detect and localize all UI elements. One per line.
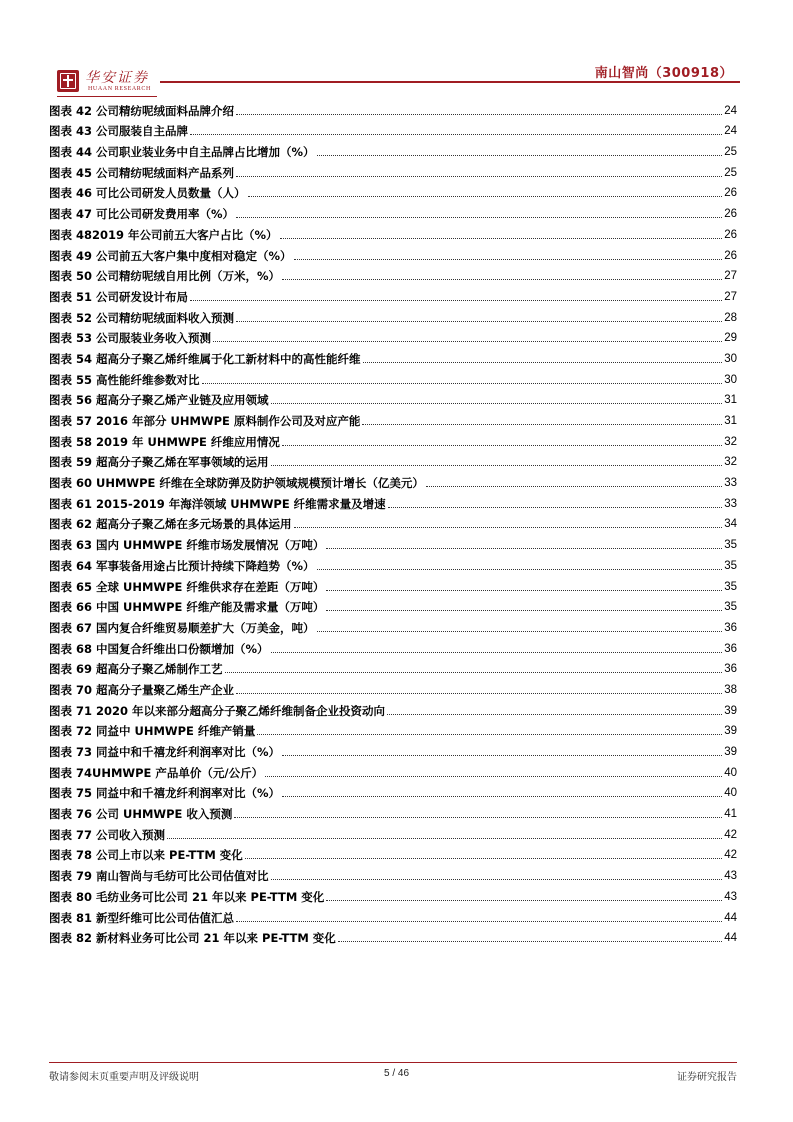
toc-entry[interactable] — [49, 304, 737, 325]
toc-entry-label[interactable]: 图表 75 同益中和千禧龙纤利润率对比（%） — [49, 786, 281, 801]
toc-leader-dots — [167, 838, 722, 839]
toc-leader-dots — [248, 196, 723, 197]
toc-entry-label[interactable]: 图表 52 公司精纺呢绒面料收入预测 — [49, 310, 235, 325]
toc-entry[interactable] — [49, 676, 737, 697]
toc-entry[interactable] — [49, 552, 737, 573]
toc-entry[interactable] — [49, 387, 737, 408]
toc-entry-label[interactable]: 图表 64 军事装备用途占比预计持续下降趋势（%） — [49, 558, 315, 573]
toc-leader-dots — [234, 817, 722, 818]
toc-entry-label[interactable]: 图表 76 公司 UHMWPE 收入预测 — [49, 807, 233, 822]
toc-entry-page[interactable]: 31 — [724, 394, 737, 407]
toc-entry-page[interactable]: 43 — [724, 890, 737, 903]
toc-entry-label[interactable]: 图表 65 全球 UHMWPE 纤维供求存在差距（万吨） — [49, 579, 325, 594]
toc-entry-label[interactable]: 图表 51 公司研发设计布局 — [49, 289, 189, 304]
toc-entry[interactable] — [49, 242, 737, 263]
toc-leader-dots — [317, 155, 723, 156]
toc-entry-label[interactable]: 图表 67 国内复合纤维贸易顺差扩大（万美金，吨） — [49, 620, 315, 635]
toc-entry[interactable] — [49, 159, 737, 180]
toc-leader-dots — [363, 362, 723, 363]
toc-entry-page[interactable]: 26 — [724, 208, 737, 221]
toc-leader-dots — [236, 321, 722, 322]
toc-entry[interactable] — [49, 263, 737, 284]
toc-entry-label[interactable]: 图表 73 同益中和千禧龙纤利润率对比（%） — [49, 745, 281, 759]
toc-leader-dots — [236, 176, 722, 177]
toc-leader-dots — [257, 734, 722, 735]
toc-entry-label[interactable]: 图表 55 高性能纤维参数对比 — [49, 372, 200, 387]
toc-leader-dots — [282, 445, 722, 446]
footer-report-type: 证券研究报告 — [677, 1072, 737, 1083]
toc-leader-dots — [317, 569, 723, 570]
toc-leader-dots — [271, 403, 723, 404]
toc-leader-dots — [271, 465, 723, 466]
toc-entry-label[interactable]: 图表 482019 年公司前五大客户占比（%） — [49, 227, 278, 242]
header-divider — [160, 81, 740, 83]
toc-entry-page[interactable]: 38 — [724, 683, 737, 696]
toc-leader-dots — [282, 796, 722, 797]
toc-entry-label[interactable]: 图表 49 公司前五大客户集中度相对稳定（%） — [49, 248, 292, 263]
toc-entry[interactable] — [49, 883, 737, 904]
toc-entry-page[interactable]: 39 — [724, 704, 737, 717]
toc-leader-dots — [225, 672, 723, 673]
toc-leader-dots — [265, 776, 722, 777]
toc-entry-page[interactable]: 26 — [724, 249, 737, 262]
toc-entry-label[interactable]: 图表 68 中国复合纤维出口份额增加（%） — [49, 641, 269, 656]
footer-divider — [49, 1062, 737, 1063]
toc-entry-page[interactable]: 30 — [724, 352, 737, 365]
toc-entry[interactable] — [49, 759, 737, 780]
toc-entry[interactable] — [49, 573, 737, 594]
toc-entry-label[interactable]: 图表 57 2016 年部分 UHMWPE 原料制作公司及对应产能 — [49, 414, 361, 428]
toc-leader-dots — [236, 921, 722, 922]
toc-entry[interactable] — [49, 97, 737, 118]
toc-entry-label[interactable]: 图表 59 超高分子聚乙烯在军事领域的运用 — [49, 455, 269, 470]
toc-entry-page[interactable]: 24 — [724, 104, 737, 117]
toc-entry-label[interactable]: 图表 79 南山智尚与毛纺可比公司估值对比 — [49, 869, 269, 884]
toc-entry[interactable] — [49, 904, 737, 925]
toc-entry-page[interactable]: 32 — [724, 435, 737, 448]
toc-entry-page[interactable]: 24 — [724, 125, 737, 138]
toc-entry[interactable] — [49, 821, 737, 842]
toc-leader-dots — [362, 424, 722, 425]
toc-entry-label[interactable]: 图表 78 公司上市以来 PE-TTM 变化 — [49, 848, 243, 863]
toc-entry[interactable] — [49, 366, 737, 387]
toc-leader-dots — [326, 610, 722, 611]
toc-leader-dots — [245, 858, 722, 859]
toc-entry-page[interactable]: 33 — [724, 497, 737, 510]
toc-entry-page[interactable]: 36 — [724, 642, 737, 655]
toc-entry-label[interactable]: 图表 61 2015-2019 年海洋领域 UHMWPE 纤维需求量及增速 — [49, 496, 386, 511]
toc-entry-label[interactable]: 图表 58 2019 年 UHMWPE 纤维应用情况 — [49, 434, 280, 449]
toc-leader-dots — [326, 900, 722, 901]
toc-leader-dots — [387, 714, 722, 715]
toc-entry[interactable] — [49, 469, 737, 490]
toc-entry-page[interactable]: 25 — [724, 146, 737, 159]
toc-entry[interactable] — [49, 862, 737, 883]
toc-leader-dots — [236, 114, 722, 115]
toc-entry-label[interactable]: 图表 80 毛纺业务可比公司 21 年以来 PE-TTM 变化 — [49, 889, 325, 904]
toc-leader-dots — [294, 259, 723, 260]
toc-entry-page[interactable]: 40 — [724, 787, 737, 800]
toc-entry-page[interactable]: 30 — [724, 373, 737, 386]
toc-entry[interactable] — [49, 138, 737, 159]
toc-entry-page[interactable]: 35 — [724, 559, 737, 572]
toc-entry-label[interactable]: 图表 70 超高分子量聚乙烯生产企业 — [49, 682, 235, 697]
toc-entry[interactable] — [49, 635, 737, 656]
toc-leader-dots — [426, 486, 722, 487]
toc-entry[interactable] — [49, 118, 737, 139]
huaan-logo-icon — [57, 70, 79, 92]
toc-entry-label[interactable]: 图表 62 超高分子聚乙烯在多元场景的具体运用 — [49, 517, 292, 532]
toc-entry-label[interactable]: 图表 66 中国 UHMWPE 纤维产能及需求量（万吨） — [49, 600, 325, 615]
toc-entry-label[interactable]: 图表 56 超高分子聚乙烯产业链及应用领域 — [49, 393, 269, 408]
toc-entry[interactable] — [49, 428, 737, 449]
toc-leader-dots — [326, 548, 722, 549]
toc-entry[interactable] — [49, 718, 737, 739]
toc-entry-label[interactable]: 图表 47 可比公司研发费用率（%） — [49, 207, 235, 222]
toc-entry[interactable] — [49, 656, 737, 677]
toc-entry-label[interactable]: 图表 45 公司精纺呢绒面料产品系列 — [49, 165, 235, 180]
footer-disclaimer: 敬请参阅末页重要声明及评级说明 — [49, 1072, 199, 1083]
toc-entry-label[interactable]: 图表 46 可比公司研发人员数量（人） — [49, 186, 246, 201]
toc-entry[interactable] — [49, 200, 737, 221]
toc-entry-page[interactable]: 25 — [724, 166, 737, 179]
toc-entry[interactable] — [49, 780, 737, 801]
toc-entry[interactable] — [49, 325, 737, 346]
toc-entry-page[interactable]: 28 — [724, 311, 737, 324]
toc-entry[interactable] — [49, 594, 737, 615]
toc-leader-dots — [317, 631, 723, 632]
toc-leader-dots — [190, 300, 722, 301]
page-header — [0, 0, 793, 100]
toc-entry-page[interactable]: 44 — [724, 911, 737, 924]
toc-entry[interactable] — [49, 842, 737, 863]
toc-leader-dots — [282, 755, 722, 756]
toc-entry-label[interactable]: 图表 53 公司服装业务收入预测 — [49, 331, 212, 346]
toc-entry-label[interactable]: 图表 54 超高分子聚乙烯纤维属于化工新材料中的高性能纤维 — [49, 351, 361, 366]
toc-leader-dots — [236, 693, 722, 694]
toc-entry-page[interactable]: 27 — [724, 270, 737, 283]
toc-entry[interactable] — [49, 800, 737, 821]
toc-entry-page[interactable]: 36 — [724, 663, 737, 676]
toc-entry[interactable] — [49, 345, 737, 366]
toc-entry[interactable] — [49, 221, 737, 242]
toc-entry-page[interactable]: 29 — [724, 332, 737, 345]
toc-entry[interactable] — [49, 511, 737, 532]
toc-entry[interactable] — [49, 697, 737, 718]
toc-entry[interactable] — [49, 407, 737, 428]
toc-entry-label[interactable]: 图表 69 超高分子聚乙烯制作工艺 — [49, 662, 223, 677]
toc-leader-dots — [326, 590, 722, 591]
toc-entry[interactable] — [49, 490, 737, 511]
toc-entry-page[interactable]: 43 — [724, 870, 737, 883]
toc-entry[interactable] — [49, 449, 737, 470]
toc-leader-dots — [236, 217, 722, 218]
toc-leader-dots — [388, 507, 723, 508]
toc-entry-page[interactable]: 36 — [724, 621, 737, 634]
toc-entry-page[interactable]: 31 — [724, 415, 737, 427]
toc-leader-dots — [282, 279, 722, 280]
toc-entry[interactable] — [49, 283, 737, 304]
toc-entry-page[interactable]: 34 — [724, 518, 737, 531]
brand-name-cn: 华安证券 — [85, 70, 149, 86]
toc-leader-dots — [202, 383, 723, 384]
page-number: 5 / 46 — [383, 1068, 410, 1079]
toc-entry-page[interactable]: 40 — [724, 766, 737, 779]
toc-entry-label[interactable]: 图表 81 新型纤维可比公司估值汇总 — [49, 910, 235, 925]
table-of-figures — [49, 97, 737, 945]
brand-name-en: HUAAN RESEARCH — [88, 86, 151, 92]
toc-entry-label[interactable]: 图表 77 公司收入预测 — [49, 827, 166, 842]
toc-entry[interactable] — [49, 925, 737, 946]
toc-entry[interactable] — [49, 614, 737, 635]
toc-entry-page[interactable]: 42 — [724, 828, 737, 841]
toc-entry-page[interactable]: 35 — [724, 601, 737, 614]
toc-entry-page[interactable]: 33 — [724, 477, 737, 490]
toc-entry-page[interactable]: 39 — [724, 746, 737, 758]
toc-leader-dots — [271, 652, 723, 653]
toc-entry[interactable] — [49, 180, 737, 201]
toc-entry-label[interactable]: 图表 72 同益中 UHMWPE 纤维产销量 — [49, 724, 256, 739]
toc-entry-page[interactable]: 35 — [724, 539, 737, 552]
toc-entry-label[interactable]: 图表 63 国内 UHMWPE 纤维市场发展情况（万吨） — [49, 538, 325, 553]
toc-entry-page[interactable]: 32 — [724, 456, 737, 469]
toc-entry[interactable] — [49, 531, 737, 552]
toc-entry-page[interactable]: 26 — [724, 228, 737, 241]
toc-entry-label[interactable]: 图表 42 公司精纺呢绒面料品牌介绍 — [49, 103, 235, 118]
toc-leader-dots — [294, 527, 723, 528]
toc-entry-page[interactable]: 35 — [724, 580, 737, 593]
toc-leader-dots — [271, 879, 723, 880]
toc-leader-dots — [213, 341, 722, 342]
toc-entry-page[interactable]: 39 — [724, 725, 737, 738]
toc-entry[interactable] — [49, 738, 737, 759]
toc-entry-label[interactable]: 图表 60 UHMWPE 纤维在全球防弹及防护领域规模预计增长（亿美元） — [49, 476, 424, 491]
toc-entry-page[interactable]: 41 — [724, 808, 737, 821]
toc-leader-dots — [280, 238, 723, 239]
toc-entry-label[interactable]: 图表 44 公司职业装业务中自主品牌占比增加（%） — [49, 145, 315, 160]
toc-leader-dots — [338, 941, 722, 942]
toc-entry-page[interactable]: 44 — [724, 932, 737, 945]
toc-entry-label[interactable]: 图表 71 2020 年以来部分超高分子聚乙烯纤维制备企业投资动向 — [49, 703, 386, 718]
toc-entry-page[interactable]: 42 — [724, 849, 737, 862]
toc-entry-page[interactable]: 26 — [724, 187, 737, 200]
toc-entry-page[interactable]: 27 — [724, 290, 737, 303]
toc-entry-label[interactable]: 图表 74UHMWPE 产品单价（元/公斤） — [49, 765, 264, 780]
toc-entry-label[interactable]: 图表 43 公司服装自主品牌 — [49, 124, 189, 139]
toc-entry-label[interactable]: 图表 82 新材料业务可比公司 21 年以来 PE-TTM 变化 — [49, 931, 336, 946]
toc-leader-dots — [190, 134, 722, 135]
report-title: 南山智尚（300918） — [594, 66, 733, 81]
toc-entry-label[interactable]: 图表 50 公司精纺呢绒自用比例（万米，%） — [49, 269, 281, 284]
